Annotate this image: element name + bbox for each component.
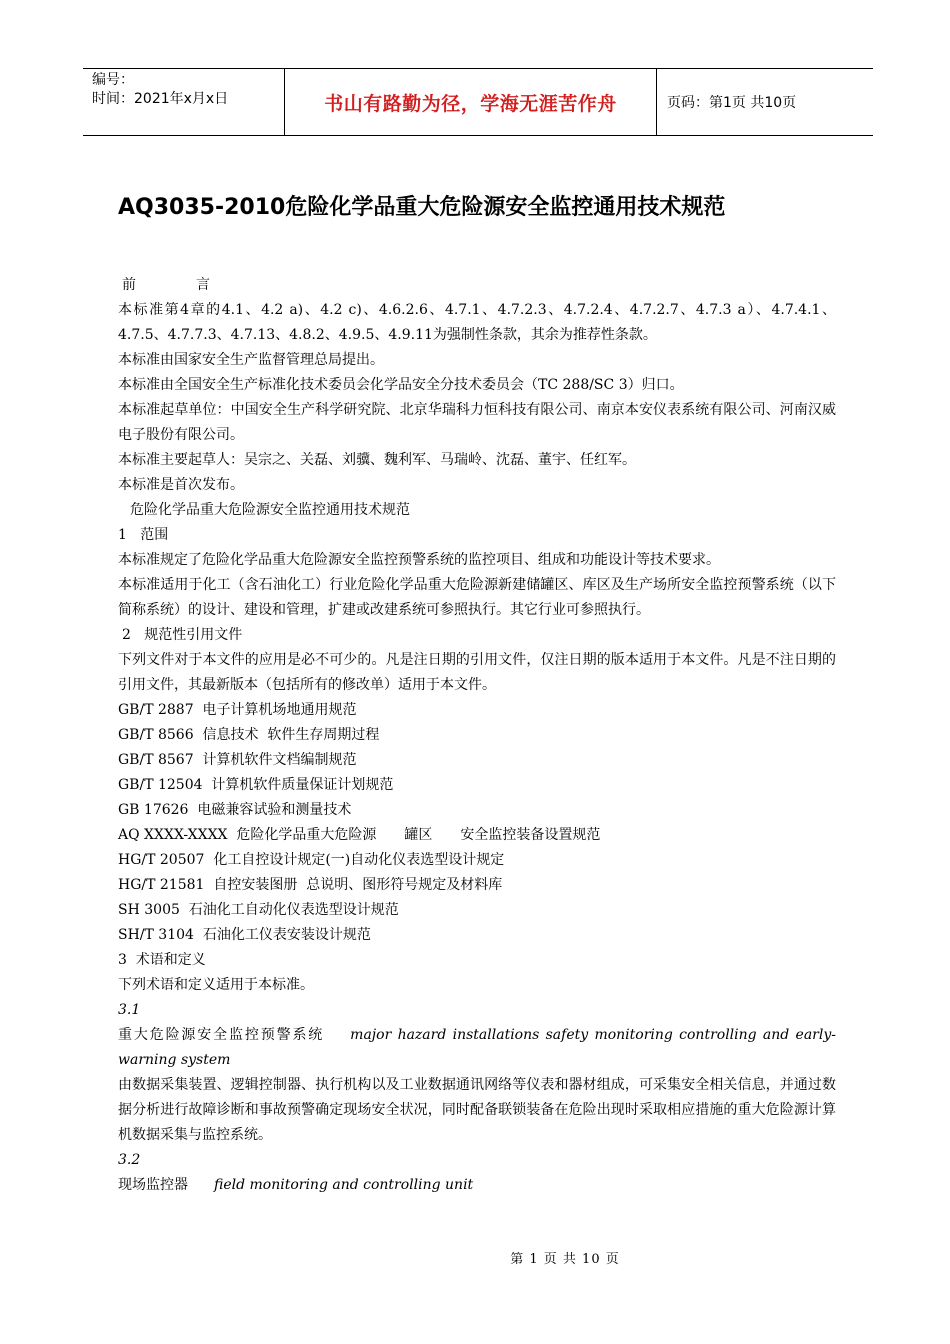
section-3-intro: 下列术语和定义适用于本标准。	[118, 977, 314, 993]
definition-number: 3.2	[118, 1152, 141, 1168]
definition-term-english: major hazard installations safety monitoring controlling and early-warning system	[118, 1027, 836, 1068]
document-body	[118, 273, 836, 1198]
reference-item: SH 3005 石油化工自动化仪表选型设计规范	[118, 902, 399, 918]
reference-item-aq	[118, 823, 836, 848]
section-1-heading: 1 范围	[118, 527, 169, 543]
definition-term-english: field monitoring and controlling unit	[214, 1177, 474, 1193]
reference-item: SH/T 3104 石油化工仪表安装设计规范	[118, 927, 371, 943]
preface-char-2: 言	[196, 277, 210, 293]
paragraph-drafters: 本标准主要起草人：吴宗之、关磊、刘骥、魏利军、马瑞岭、沈磊、董宇、任红军。	[118, 452, 636, 468]
paragraph-first-release: 本标准是首次发布。	[118, 477, 244, 493]
number-label: 编号：	[92, 72, 134, 88]
subtitle-standard-name: 危险化学品重大危险源安全监控通用技术规范	[130, 502, 410, 518]
reference-item: GB/T 12504 计算机软件质量保证计划规范	[118, 777, 394, 793]
paragraph-normative-refs: 下列文件对于本文件的应用是必不可少的。凡是注日期的引用文件，仅注日期的版本适用于本文件。凡是不注日期的引用文件，其最新版本（包括所有的修改单）适用于本文件。	[118, 652, 836, 693]
section-3-heading: 3 术语和定义	[118, 952, 206, 968]
reference-item: HG/T 20507 化工自控设计规定(一)自动化仪表选型设计规定	[118, 852, 505, 868]
definition-term: 现场监控器	[118, 1177, 188, 1193]
ref-aq-part-2: 罐区	[404, 827, 433, 843]
paragraph-applicability: 本标准适用于化工（含石油化工）行业危险化学品重大危险源新建储罐区、库区及生产场所安全监控预警系统（以下简称系统）的设计、建设和管理，扩建或改建系统可参照执行。其它行业可参照执行。	[118, 577, 836, 618]
time-label: 时间：2021年x月x日	[92, 91, 229, 107]
paragraph-committee: 本标准由全国安全生产标准化技术委员会化学品安全分技术委员会（TC 288/SC 3）归口。	[118, 377, 684, 393]
reference-item: HG/T 21581 自控安装图册 总说明、图形符号规定及材料库	[118, 877, 503, 893]
paragraph-drafting-units: 本标准起草单位：中国安全生产科学研究院、北京华瑞科力恒科技有限公司、南京本安仪表系统有限公司、河南汉威电子股份有限公司。	[118, 402, 836, 443]
definition-text: 由数据采集装置、逻辑控制器、执行机构以及工业数据通讯网络等仪表和器材组成，可采集安全相关信息，并通过数据分析进行故障诊断和事故预警确定现场安全状况，同时配备联锁装备在危险出现时采取相应措施的重大危险源计算机数据采集与监控系统。	[118, 1077, 836, 1143]
definition-term-line	[118, 1173, 836, 1198]
paragraph-proposer: 本标准由国家安全生产监督管理总局提出。	[118, 352, 384, 368]
header-table	[83, 68, 873, 136]
definition-number: 3.1	[118, 1002, 141, 1018]
preface-char-1: 前	[122, 277, 136, 293]
document-title: AQ3035-2010危险化学品重大危险源安全监控通用技术规范	[118, 195, 726, 220]
paragraph-mandatory-clauses: 本标准第4章的4.1、4.2 a)、4.2 c)、4.6.2.6、4.7.1、4.7.2.3、4.7.2.4、4.7.2.7、4.7.3 a）、4.7.4.1、4.7.5、4.7.7.3、4.7.13、4.8.2、4.9.5、4.9.11为强制性条款，其余为推荐性条款。	[118, 302, 836, 343]
reference-item: GB/T 2887 电子计算机场地通用规范	[118, 702, 357, 718]
reference-item: GB/T 8566 信息技术 软件生存周期过程	[118, 727, 380, 743]
ref-aq-part-3: 安全监控装备设置规范	[460, 827, 601, 843]
page-info: 页码：第1页 共10页	[667, 95, 797, 111]
preface-heading	[118, 273, 836, 298]
ref-aq-part-1: AQ XXXX-XXXX 危险化学品重大危险源	[118, 827, 377, 843]
motto-text: 书山有路勤为径，学海无涯苦作舟	[324, 92, 617, 115]
reference-item: GB/T 8567 计算机软件文档编制规范	[118, 752, 357, 768]
section-2-heading: 2 规范性引用文件	[122, 627, 243, 643]
reference-item: GB 17626 电磁兼容试验和测量技术	[118, 802, 352, 818]
definition-term-line	[118, 1023, 836, 1073]
page-footer: 第 1 页 共 10 页	[510, 1252, 620, 1267]
header-page-cell	[657, 69, 873, 135]
header-left-cell	[83, 69, 284, 135]
header-motto-cell	[284, 69, 657, 135]
paragraph-scope: 本标准规定了危险化学品重大危险源安全监控预警系统的监控项目、组成和功能设计等技术要求。	[118, 552, 720, 568]
definition-term: 重大危险源安全监控预警系统	[118, 1027, 325, 1043]
